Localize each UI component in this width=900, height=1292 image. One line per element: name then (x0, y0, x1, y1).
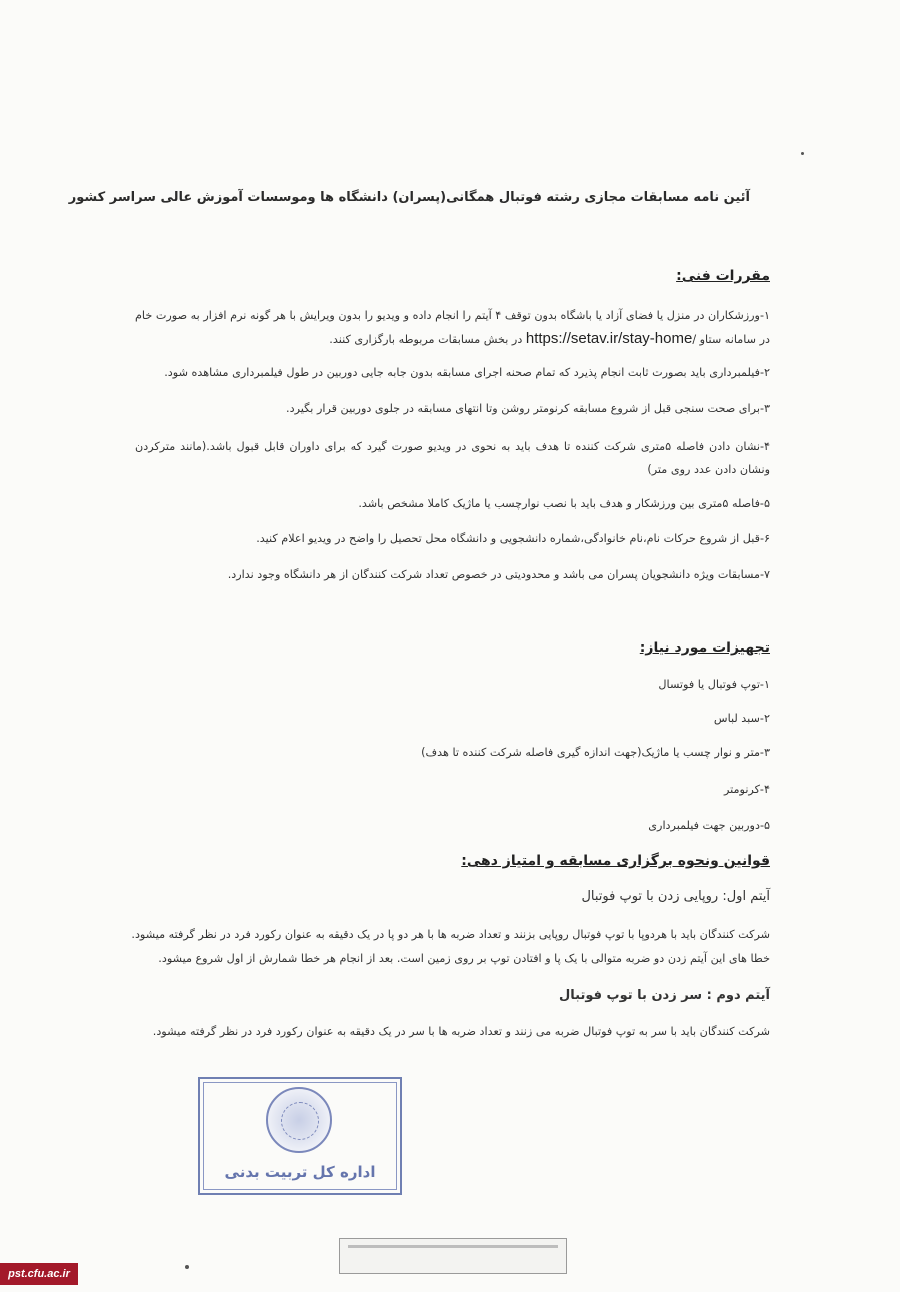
emblem-seal-icon (266, 1087, 332, 1153)
rule-2: ۲-فیلمبرداری باید بصورت ثابت انجام پذیرد که تمام صحنه اجرای مسابقه بدون جابه جایی دوربین در طول فیلمبرداری مشاهده شود. (164, 366, 770, 379)
speck (185, 1265, 189, 1269)
stamp-text: اداره کل تربیت بدنی (224, 1163, 376, 1181)
rule-1 (135, 304, 770, 351)
item-1-line-2: خطا های این آیتم زدن دو ضربه متوالی با یک پا و افتادن توپ بر روی زمین است. بعد از انجام هر خطا شمارش از اول شروع میشود. (158, 952, 770, 965)
equipment-item-1: ۱-توپ فوتبال یا فوتسال (658, 678, 770, 691)
footer-box (339, 1238, 567, 1274)
speck (801, 152, 804, 155)
stay-home-url: https://setav.ir/stay-home (525, 330, 693, 347)
document-title: آئین نامه مسابقات مجازی رشته فوتبال همگانی(پسران) دانشگاه ها وموسسات آموزش عالی سراسر کشور (68, 190, 750, 205)
item-2-title: آیتم دوم : سر زدن با توپ فوتبال (559, 988, 770, 1003)
rule-1-text: ۱-ورزشکاران در منزل یا فضای آزاد یا باشگاه بدون توقف ۴ آیتم را انجام داده و ویدیو را بدون ویرایش با هر گونه نرم افزار به صورت خام در سامانه ستاو / (135, 309, 771, 346)
technical-rules-heading: مقررات فنی: (676, 268, 770, 284)
equipment-item-3: ۳-متر و نوار چسب یا ماژیک(جهت اندازه گیری فاصله شرکت کننده تا هدف) (421, 746, 770, 759)
competition-rules-heading: قوانین ونحوه برگزاری مسابقه و امتیاز دهی: (461, 853, 770, 869)
rule-3: ۳-برای صحت سنجی قبل از شروع مسابقه کرنومتر روشن وتا انتهای مسابقه در جلوی دوربین قرار بگیرد. (286, 402, 770, 415)
rule-1-text-end: در بخش مسابقات مربوطه بارگزاری کنند. (329, 333, 526, 346)
site-logo[interactable]: pst.cfu.ac.ir (0, 1263, 78, 1285)
rule-7: ۷-مسابقات ویژه دانشجویان پسران می باشد و محدودیتی در خصوص تعداد شرکت کنندگان از هر دانشگاه وجود ندارد. (227, 568, 770, 581)
rule-4: ۴-نشان دادن فاصله ۵متری شرکت کننده تا هدف باید به نحوی در ویدیو صورت گیرد که برای داوران قابل قبول باشد.(مانند مترکردن ونشان دادن عدد روی متر) (135, 440, 770, 476)
equipment-item-2: ۲-سبد لباس (713, 712, 770, 725)
item-1-title: آیتم اول: روپایی زدن با توپ فوتبال (581, 889, 770, 904)
equipment-item-4: ۴-کرنومتر (724, 783, 770, 796)
rule-6: ۶-قبل از شروع حرکات نام،نام خانوادگی،شماره دانشجویی و دانشگاه محل تحصیل را واضح در ویدیو اعلام کنید. (256, 532, 770, 545)
item-2-text: شرکت کنندگان باید با سر به توپ فوتبال ضربه می زنند و تعداد ضربه ها با سر در یک دقیقه به عنوان رکورد فرد در نظر گرفته میشود. (152, 1025, 770, 1038)
official-stamp (198, 1077, 402, 1195)
equipment-heading: تجهیزات مورد نیاز: (639, 640, 770, 656)
rule-5: ۵-فاصله ۵متری بین ورزشکار و هدف باید با نصب نوارچسب یا ماژیک کاملا مشخص باشد. (358, 497, 770, 510)
item-1-line-1: شرکت کنندگان باید با هردوپا با توپ فوتبال روپایی بزنند و تعداد ضربه ها با هر دو پا در یک دقیقه به عنوان رکورد فرد در نظر گرفته میشود. (131, 928, 770, 941)
equipment-item-5: ۵-دوربین جهت فیلمبرداری (648, 819, 770, 832)
